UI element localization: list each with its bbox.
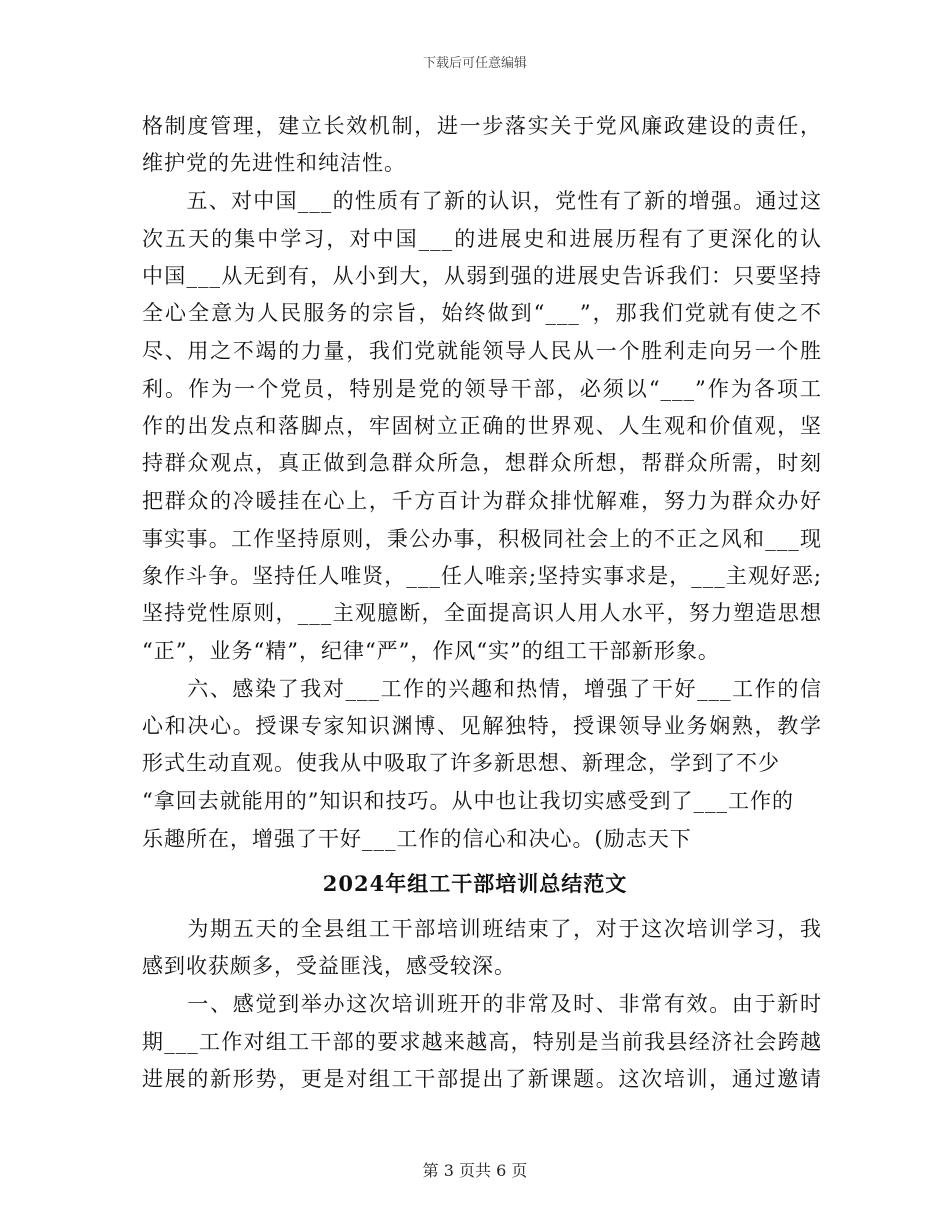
text-line: “正”，业务“精”，纪律“严”，作风“实”的组工干部新形象。 [142, 639, 720, 663]
text-line: 事实事。工作坚持原则，秉公办事，积极同社会上的不正之风和___现 [142, 527, 822, 551]
text-line: 格制度管理，建立长效机制，进一步落实关于党风廉政建设的责任， [142, 114, 822, 138]
text-line: 为期五天的全县组工干部培训班结束了，对于这次培训学习，我 [142, 917, 822, 941]
text-line: 象作斗争。坚持任人唯贤，___任人唯亲;坚持实事求是，___主观好恶; [142, 564, 822, 588]
text-line: 尽、用之不竭的力量，我们党就能领导人民从一个胜利走向另一个胜 [142, 339, 822, 363]
text-line: “拿回去就能用的”知识和技巧。从中也让我切实感受到了___工作的 [142, 789, 794, 813]
text-line: 利。作为一个党员，特别是党的领导干部，必须以“___”作为各项工 [142, 377, 822, 401]
page-footer: 第 3 页共 6 页 [422, 1161, 528, 1180]
text-line: 形式生动直观。使我从中吸取了许多新思想、新理念，学到了不少 [142, 751, 780, 775]
text-line: 持群众观点，真正做到急群众所急，想群众所想，帮群众所需，时刻 [142, 451, 822, 475]
text-line: 把群众的冷暖挂在心上，千方百计为群众排忧解难，努力为群众办好 [142, 489, 822, 513]
text-line: 期___工作对组工干部的要求越来越高，特别是当前我县经济社会跨越 [142, 1030, 822, 1054]
text-line: 感到收获颇多，受益匪浅，感受较深。 [142, 954, 516, 978]
section-title: 2024年组工干部培训总结范文 [322, 871, 628, 896]
text-line: 心和决心。授课专家知识渊博、见解独特，授课领导业务娴熟，教学 [142, 714, 822, 738]
text-line: 维护党的先进性和纯洁性。 [142, 151, 406, 175]
page-header: 下载后可任意编辑 [422, 56, 527, 71]
text-line: 坚持党性原则，___主观臆断，全面提高识人用人水平，努力塑造思想 [142, 601, 822, 625]
text-line: 次五天的集中学习，对中国___的进展史和进展历程有了更深化的认 [142, 227, 822, 251]
text-line: 乐趣所在，增强了干好___工作的信心和决心。(励志天下 [142, 827, 692, 851]
text-line: 全心全意为人民服务的宗旨，始终做到“___”，那我们党就有使之不 [142, 301, 822, 325]
text-line: 六、感染了我对___工作的兴趣和热情，增强了干好___工作的信 [142, 677, 822, 701]
text-line: 五、对中国___的性质有了新的认识，党性有了新的增强。通过这 [142, 189, 822, 213]
text-line: 一、感觉到举办这次培训班开的非常及时、非常有效。由于新时 [142, 992, 822, 1016]
text-line: 中国___从无到有，从小到大，从弱到强的进展史告诉我们：只要坚持 [142, 264, 822, 288]
text-line: 作的出发点和落脚点，牢固树立正确的世界观、人生观和价值观，坚 [142, 414, 822, 438]
text-line: 进展的新形势，更是对组工干部提出了新课题。这次培训，通过邀请 [142, 1067, 822, 1091]
